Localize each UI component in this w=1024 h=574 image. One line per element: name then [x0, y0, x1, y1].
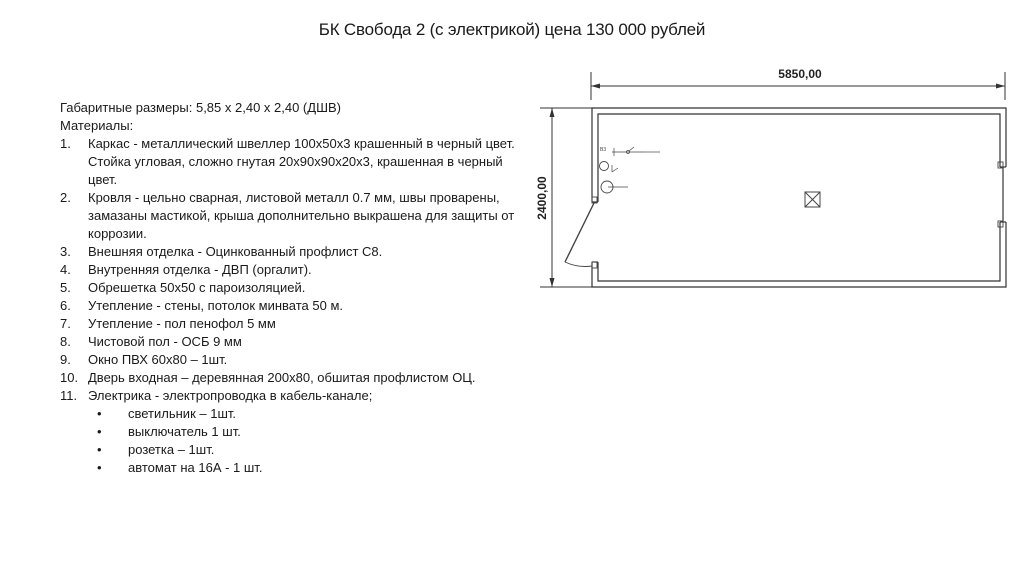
arrow-right-icon [996, 84, 1005, 89]
material-number: 11. [60, 388, 78, 403]
door-hinge-bottom [592, 262, 597, 268]
material-text: Чистовой пол - ОСБ 9 мм [88, 334, 242, 349]
material-number: 4. [60, 262, 71, 277]
material-text: Дверь входная – деревянная 200х80, обшитая профлистом ОЦ. [88, 370, 476, 385]
outer-wall-bottom [592, 222, 1006, 287]
material-text: Окно ПВХ 60х80 – 1шт. [88, 352, 228, 367]
material-number: 1. [60, 136, 71, 151]
bullet-icon: • [97, 406, 102, 421]
materials-heading: Материалы: [60, 118, 134, 133]
electrics-item-text: розетка – 1шт. [128, 442, 215, 457]
material-number: 3. [60, 244, 71, 259]
page-title: БК Свобода 2 (с электрикой) цена 130 000 рублей [318, 20, 706, 39]
material-number: 8. [60, 334, 71, 349]
material-text: Каркас - металлический швеллер 100х50х3 крашенный в черный цвет. Стойка угловая, сложно гнутая 20х90х90х20х3, крашенная в черный цвет. [88, 136, 515, 187]
breaker-icon [629, 147, 634, 151]
material-number: 6. [60, 298, 71, 313]
electrics-item-text: светильник – 1шт. [128, 406, 236, 421]
inner-wall-bottom [598, 222, 1000, 281]
material-text: Электрика - электропроводка в кабель-канале; [88, 388, 373, 403]
arrow-down-icon [550, 278, 555, 287]
electrics-item-text: автомат на 16А - 1 шт. [128, 460, 263, 475]
material-number: 10. [60, 370, 79, 385]
width-dimension-label: 5850,00 [778, 67, 822, 81]
material-text: Утепление - пол пенофол 5 мм [88, 316, 276, 331]
material-text: Утепление - стены, потолок минвата 50 м. [88, 298, 344, 313]
door-leaf [565, 203, 594, 262]
switch-icon [600, 162, 609, 171]
height-dimension-label: 2400,00 [535, 176, 549, 220]
outer-wall-top [592, 108, 1006, 202]
bullet-icon: • [97, 424, 102, 439]
breaker-label: В3 [600, 147, 607, 153]
material-text: Обрешетка 50х50 с пароизоляцией. [88, 280, 306, 295]
material-text: Кровля - цельно сварная, листовой металл 0.7 мм, швы проварены, замазаны мастикой, крыша дополнительно выкрашена для защиты от коррозии. [88, 190, 515, 241]
arrow-up-icon [550, 108, 555, 117]
material-number: 2. [60, 190, 71, 205]
door-swing-arc [565, 262, 592, 267]
dimensions-line: Габаритные размеры: 5,85 x 2,40 x 2,40 (ДШВ) [60, 100, 341, 115]
material-number: 7. [60, 316, 71, 331]
switch-icon [612, 168, 618, 172]
material-text: Внешняя отделка - Оцинкованный профлист С8. [88, 244, 383, 259]
inner-wall-top [598, 114, 1000, 202]
material-number: 9. [60, 352, 71, 367]
electrics-item-text: выключатель 1 шт. [128, 424, 241, 439]
bullet-icon: • [97, 460, 102, 475]
bullet-icon: • [97, 442, 102, 457]
material-text: Внутренняя отделка - ДВП (оргалит). [88, 262, 312, 277]
material-number: 5. [60, 280, 71, 295]
arrow-left-icon [591, 84, 600, 89]
